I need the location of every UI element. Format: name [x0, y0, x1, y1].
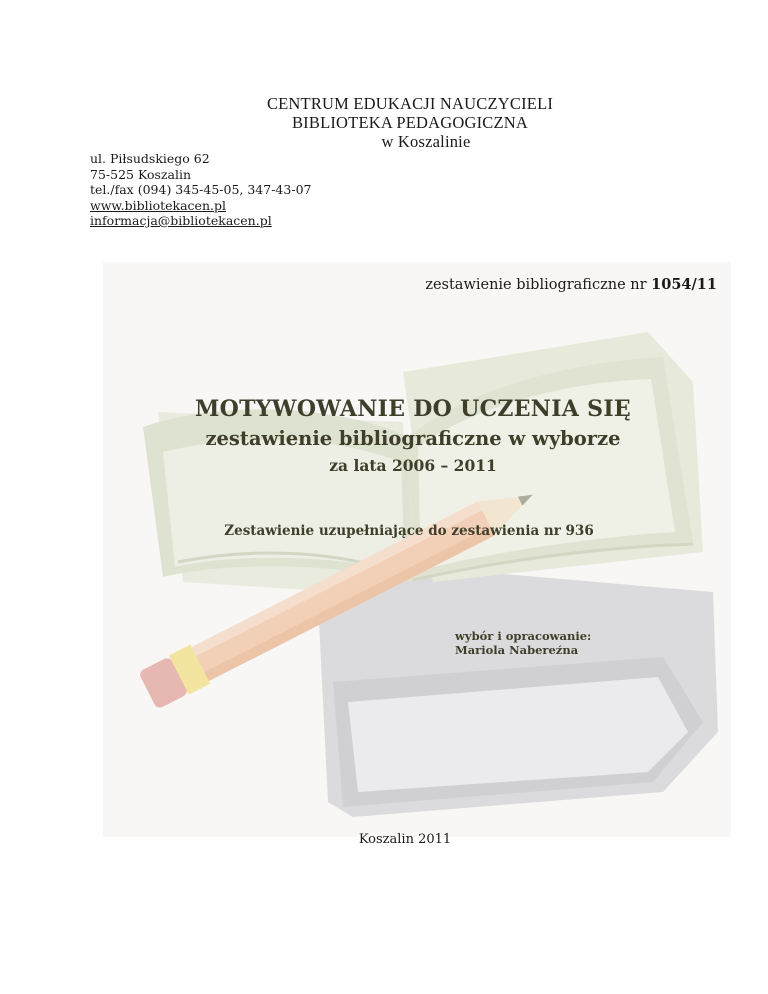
supplement-note: Zestawienie uzupełniające do zestawienia nr 936 [224, 523, 594, 539]
email-link[interactable]: informacja@bibliotekacen.pl [90, 213, 272, 228]
place-year: Koszalin 2011 [358, 832, 452, 847]
series-line [425, 276, 717, 293]
institution-name: CENTRUM EDUKACJI NAUCZYCIELI [266, 94, 554, 113]
website-link[interactable]: www.bibliotekacen.pl [90, 197, 226, 213]
credit-label: wybór i opracowanie: [455, 629, 592, 643]
address-street: ul. Piłsudskiego 62 [90, 151, 210, 166]
address-phone: tel./fax (094) 345-45-05, 347-43-07 [90, 182, 312, 197]
subtitle: zestawienie bibliograficzne w wyborze [205, 427, 621, 450]
address-city: 75-525 Koszalin [90, 166, 191, 182]
main-title: MOTYWOWANIE DO UCZENIA SIĘ [195, 396, 631, 422]
credit-block [455, 629, 591, 657]
address-block [90, 151, 311, 229]
library-name: BIBLIOTEKA PEDAGOGICZNA [291, 113, 529, 132]
years-range: za lata 2006 – 2011 [329, 456, 497, 475]
cover-panel [103, 262, 731, 837]
series-label: zestawienie bibliograficzne nr [425, 277, 652, 293]
credit-author: Mariola Nabereźna [455, 643, 579, 657]
institution-header [0, 94, 768, 151]
library-location: w Koszalinie [381, 132, 471, 151]
publication-footer [0, 832, 768, 847]
series-number: 1054/11 [651, 276, 717, 293]
cover-text-layer [103, 262, 731, 837]
